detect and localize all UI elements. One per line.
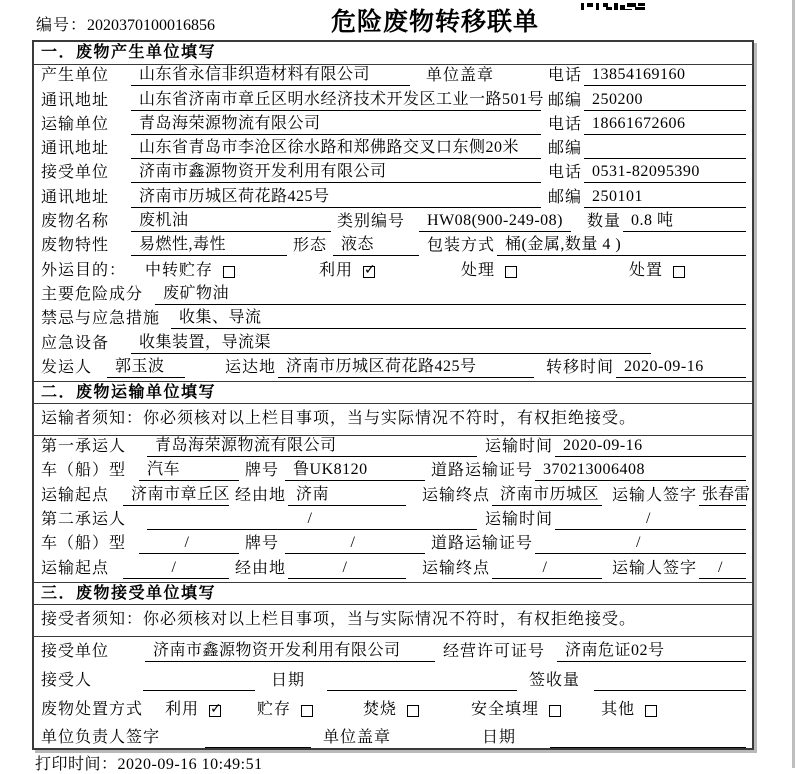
receiver-phone-label: 电话: [547, 164, 582, 182]
transfer-time-label: 转移时间: [546, 358, 615, 376]
consignor-label: 发运人: [41, 358, 93, 376]
producer-address-label: 通讯地址: [41, 91, 110, 109]
responsible-signature-value: [205, 746, 311, 748]
quantity-value: 0.8 吨: [623, 211, 746, 232]
transfer-form-table: [32, 40, 754, 750]
acceptor-value: [143, 689, 255, 691]
waste-name-row: [34, 211, 752, 235]
category-code-label: 类别编号: [337, 213, 406, 231]
receiver-address-label: 通讯地址: [41, 188, 110, 206]
waste-form-label: 形态: [293, 237, 328, 255]
disposal-storage-label: 贮存: [257, 700, 292, 718]
plate-number-1-label: 牌号: [245, 462, 280, 480]
disposal-landfill-label: 安全填埋: [471, 700, 540, 718]
section-1-title: 一．废物产生单位填写: [34, 42, 752, 65]
transporter-address-label: 通讯地址: [41, 140, 110, 158]
accepting-unit-label: 接受单位: [41, 643, 110, 661]
taboo-measures-row: [34, 308, 752, 332]
disposal-method-label: 废物处置方式: [41, 700, 144, 718]
accepting-unit-row: [34, 637, 752, 666]
qr-code-icon: [581, 0, 645, 10]
purpose-option-treat-label: 处理: [461, 261, 496, 279]
consignor-row: [34, 357, 752, 381]
terminus-1-value: 济南市历城区: [492, 485, 602, 506]
carrier-sign-2-label: 运输人签字: [612, 559, 698, 577]
terminus-2-label: 运输终点: [422, 559, 491, 577]
producer-unit-value: 山东省永信非织造材料有限公司: [131, 65, 410, 86]
road-license-1-label: 道路运输证号: [431, 462, 534, 480]
road-license-2-label: 道路运输证号: [431, 535, 534, 553]
first-carrier-label: 第一承运人: [41, 438, 127, 456]
producer-address-row: [34, 89, 752, 113]
packing-label: 包装方式: [427, 237, 496, 255]
receiver-phone-value: 0531-82095390: [584, 162, 746, 183]
via-2-value: /: [288, 558, 406, 579]
checkbox-mark: ✓: [210, 700, 222, 717]
receiver-unit-label: 接受单位: [41, 164, 110, 182]
transport-time-2-value: /: [555, 509, 746, 530]
hazard-component-row: [34, 284, 752, 308]
transfer-time-value: 2020-09-16: [616, 357, 746, 378]
vehicle-type-2-value: /: [139, 533, 239, 554]
terminus-1-label: 运输终点: [422, 486, 491, 504]
taboo-measures-value: 收集、导流: [171, 308, 746, 329]
waste-name-label: 废物名称: [41, 213, 110, 231]
print-time-label: 打印时间：: [35, 756, 118, 773]
unit-seal-label-2: 单位盖章: [323, 729, 392, 747]
page-title: 危险废物转移联单: [330, 8, 539, 36]
disposal-method-row: [34, 694, 752, 723]
disposal-utilize-checkbox[interactable]: [209, 700, 222, 717]
seal-date-value: [550, 746, 746, 748]
purpose-treat-checkbox[interactable]: [505, 266, 517, 278]
hazard-component-value: 废矿物油: [155, 284, 746, 305]
destination-label: 运达地: [225, 358, 277, 376]
transporter-address-value: 山东省青岛市李沧区徐水路和郑佛路交叉口东侧20米: [131, 138, 541, 159]
transporter-phone-value: 18661672606: [584, 114, 746, 135]
transfer-purpose-label: 外运目的：: [41, 261, 127, 279]
purpose-option-dispose-label: 处置: [629, 261, 664, 279]
unit-seal-label: 单位盖章: [426, 67, 495, 85]
responsible-signature-row: [34, 723, 752, 752]
origin-1-label: 运输起点: [41, 486, 110, 504]
receiver-address-value: 济南市历城区荷花路425号: [131, 187, 541, 208]
signed-quantity-value: [594, 689, 746, 691]
purpose-utilize-checkbox[interactable]: [363, 261, 376, 278]
second-carrier-row: [34, 509, 752, 533]
producer-unit-label: 产生单位: [41, 67, 110, 85]
transporter-unit-label: 运输单位: [41, 115, 110, 133]
transporter-zip-label: 邮编: [547, 140, 582, 158]
destination-value: 济南市历城区荷花路425号: [278, 357, 534, 378]
receiver-unit-row: [34, 162, 752, 186]
vehicle-type-1-value: 汽车: [139, 460, 239, 481]
second-carrier-label: 第二承运人: [41, 511, 127, 529]
transporter-phone-label: 电话: [547, 115, 582, 133]
transfer-purpose-row: [34, 259, 752, 283]
receiver-zip-value: 250101: [584, 187, 746, 208]
section-2-title: 二．废物运输单位填写: [34, 381, 752, 404]
purpose-storage-checkbox[interactable]: [223, 266, 235, 278]
waste-form-value: 液态: [333, 235, 419, 256]
emergency-equipment-row: [34, 332, 752, 356]
via-2-label: 经由地: [235, 559, 287, 577]
disposal-incinerate-checkbox[interactable]: [407, 705, 419, 717]
receiver-unit-value: 济南市鑫源物资开发利用有限公司: [131, 162, 541, 183]
origin-1-value: 济南市章丘区: [123, 485, 229, 506]
print-time: [35, 751, 263, 774]
transporter-zip-value: [584, 157, 746, 159]
disposal-incinerate-label: 焚烧: [363, 700, 398, 718]
section-3-title: 三．废物接受单位填写: [34, 582, 752, 605]
transport-time-1-label: 运输时间: [485, 438, 554, 456]
producer-address-value: 山东省济南市章丘区明水经济技术开发区工业一路501号: [131, 90, 541, 111]
vehicle-type-2-label: 车（船）型: [41, 535, 127, 553]
vehicle-type-1-label: 车（船）型: [41, 462, 127, 480]
transporter-notice: 运输者须知：你必须核对以上栏目事项，当与实际情况不符时，有权拒绝接受。: [34, 404, 752, 436]
hazard-component-label: 主要危险成分: [41, 285, 144, 303]
accept-date-label: 日期: [271, 672, 306, 690]
road-license-2-value: /: [535, 533, 746, 554]
accept-date-value: [327, 689, 517, 691]
transporter-unit-row: [34, 114, 752, 138]
transporter-address-row: [34, 138, 752, 162]
plate-number-2-value: /: [285, 533, 425, 554]
route-1-row: [34, 484, 752, 508]
category-code-value: HW08(900-249-08): [419, 211, 571, 232]
acceptor-row: [34, 665, 752, 694]
page-edge-strip: [792, 0, 795, 768]
carrier-sign-2-value: /: [699, 558, 746, 579]
permit-number-value: 济南危证02号: [557, 641, 746, 662]
receiver-address-row: [34, 186, 752, 210]
terminus-2-value: /: [492, 558, 602, 579]
disposal-landfill-checkbox[interactable]: [549, 705, 561, 717]
origin-2-value: /: [123, 558, 229, 579]
vehicle-1-row: [34, 460, 752, 484]
acceptor-label: 接受人: [41, 672, 93, 690]
transporter-unit-value: 青岛海荣源物流有限公司: [131, 114, 541, 135]
producer-unit-row: [34, 65, 752, 89]
responsible-signature-label: 单位负责人签字: [41, 729, 161, 747]
purpose-dispose-checkbox[interactable]: [673, 266, 685, 278]
disposal-other-checkbox[interactable]: [645, 705, 657, 717]
packing-value: 桶(金属,数量 4 ): [497, 235, 746, 256]
quantity-label: 数量: [587, 213, 622, 231]
producer-phone-value: 13854169160: [584, 65, 746, 86]
checkbox-mark: ✓: [364, 261, 376, 278]
receiver-notice: 接受者须知：你必须核对以上栏目事项，当与实际情况不符时，有权拒绝接受。: [34, 605, 752, 637]
document-number-label: 编号：: [36, 17, 88, 34]
route-2-row: [34, 557, 752, 581]
emergency-equipment-label: 应急设备: [41, 334, 110, 352]
permit-number-label: 经营许可证号: [443, 643, 546, 661]
purpose-option-storage-label: 中转贮存: [145, 261, 214, 279]
carrier-sign-1-label: 运输人签字: [612, 486, 698, 504]
seal-date-label: 日期: [481, 729, 516, 747]
document-number-value: 2020370100016856: [87, 17, 216, 34]
consignor-value: 郭玉波: [107, 357, 185, 378]
via-1-value: 济南: [288, 485, 406, 506]
disposal-other-label: 其他: [601, 700, 636, 718]
waste-character-label: 废物特性: [41, 237, 110, 255]
signed-quantity-label: 签收量: [529, 672, 581, 690]
waste-character-value: 易燃性,毒性: [131, 235, 287, 256]
origin-2-label: 运输起点: [41, 559, 110, 577]
first-carrier-value: 青岛海荣源物流有限公司: [147, 436, 477, 457]
vehicle-2-row: [34, 533, 752, 557]
waste-name-value: 废机油: [131, 211, 331, 232]
plate-number-1-value: 鲁UK8120: [285, 460, 425, 481]
transport-time-2-label: 运输时间: [485, 511, 554, 529]
via-1-label: 经由地: [235, 486, 287, 504]
accepting-unit-value: 济南市鑫源物资开发利用有限公司: [145, 641, 435, 662]
producer-zip-label: 邮编: [547, 91, 582, 109]
disposal-utilize-label: 利用: [165, 700, 200, 718]
producer-zip-value: 250200: [584, 90, 746, 111]
first-carrier-row: [34, 436, 752, 460]
disposal-storage-checkbox[interactable]: [301, 705, 313, 717]
emergency-equipment-value: 收集装置，导流渠: [131, 333, 651, 354]
purpose-option-utilize-label: 利用: [319, 261, 354, 279]
carrier-sign-1-value: 张春雷: [699, 485, 746, 506]
plate-number-2-label: 牌号: [245, 535, 280, 553]
taboo-measures-label: 禁忌与应急措施: [41, 310, 161, 328]
second-carrier-value: /: [147, 509, 477, 530]
road-license-1-value: 370213006408: [535, 460, 746, 481]
producer-phone-label: 电话: [547, 67, 582, 85]
print-time-value: 2020-09-16 10:49:51: [117, 756, 263, 773]
receiver-zip-label: 邮编: [547, 188, 582, 206]
transport-time-1-value: 2020-09-16: [555, 436, 746, 457]
waste-character-row: [34, 235, 752, 259]
document-header: [0, 0, 796, 40]
